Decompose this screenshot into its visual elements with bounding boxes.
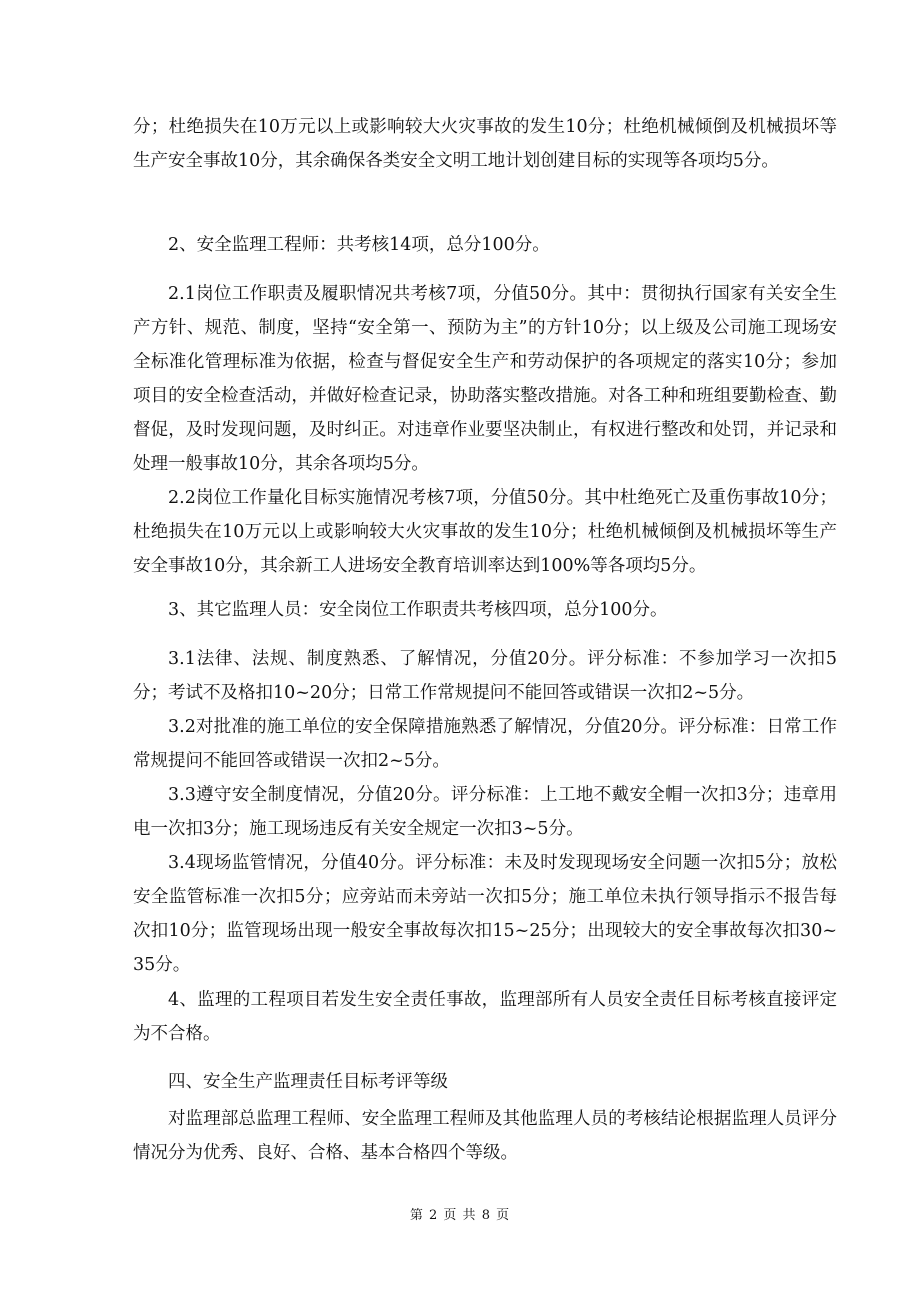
heading-other-staff: 3、其它监理人员：安全岗位工作职责共考核四项，总分100分。	[168, 600, 668, 620]
paragraph-2-1: 2.1岗位工作职责及履职情况共考核7项，分值50分。其中：贯彻执行国家有关安全生产方针、规范、制度，坚持“安全第一、预防为主”的方针10分；以上级及公司施工现场安全标准化管理标准为依据，检查与督促安全生产和劳动保护的各项规定的落实10分；参加项目的安全检查活动，并做好检查记录，协助落实整改措施。对各工种和班组要勤检查、勤督促，及时发现问题，及时纠正。对违章作业要坚决制止，有权进行整改和处罚，并记录和处理一般事故10分，其余各项均5分。	[133, 284, 837, 474]
paragraph-3-1: 3.1法律、法规、制度熟悉、了解情况，分值20分。评分标准：不参加学习一次扣5分；考试不及格扣10~20分；日常工作常规提问不能回答或错误一次扣2~5分。	[133, 649, 837, 703]
paragraph-3-3: 3.3遵守安全制度情况，分值20分。评分标准：上工地不戴安全帽一次扣3分；违章用电一次扣3分；施工现场违反有关安全规定一次扣3~5分。	[133, 785, 837, 839]
heading-safety-engineer: 2、安全监理工程师：共考核14项，总分100分。	[168, 235, 550, 255]
paragraph-3-2: 3.2对批准的施工单位的安全保障措施熟悉了解情况，分值20分。评分标准：日常工作常规提问不能回答或错误一次扣2~5分。	[133, 717, 837, 771]
paragraph-4: 4、监理的工程项目若发生安全责任事故，监理部所有人员安全责任目标考核直接评定为不合格。	[133, 990, 837, 1044]
page-footer: 第 2 页 共 8 页	[409, 1208, 511, 1223]
paragraph-2-2: 2.2岗位工作量化目标实施情况考核7项，分值50分。其中杜绝死亡及重伤事故10分；杜绝损失在10万元以上或影响较大火灾事故的发生10分；杜绝机械倾倒及机械损坏等生产安全事故10分，其余新工人进场安全教育培训率达到100%等各项均5分。	[133, 488, 837, 576]
paragraph-continuation: 分；杜绝损失在10万元以上或影响较大火灾事故的发生10分；杜绝机械倾倒及机械损坏等生产安全事故10分，其余确保各类安全文明工地计划创建目标的实现等各项均5分。	[133, 117, 837, 171]
paragraph-3-4: 3.4现场监管情况，分值40分。评分标准：未及时发现现场安全问题一次扣5分；放松安全监管标准一次扣5分；应旁站而未旁站一次扣5分；施工单位未执行领导指示不报告每次扣10分；监管现场出现一般安全事故每次扣15~25分；出现较大的安全事故每次扣30~35分。	[133, 853, 837, 975]
section-heading-4: 四、安全生产监理责任目标考评等级	[168, 1072, 448, 1092]
paragraph-grading: 对监理部总监理工程师、安全监理工程师及其他监理人员的考核结论根据监理人员评分情况分为优秀、良好、合格、基本合格四个等级。	[133, 1109, 837, 1163]
